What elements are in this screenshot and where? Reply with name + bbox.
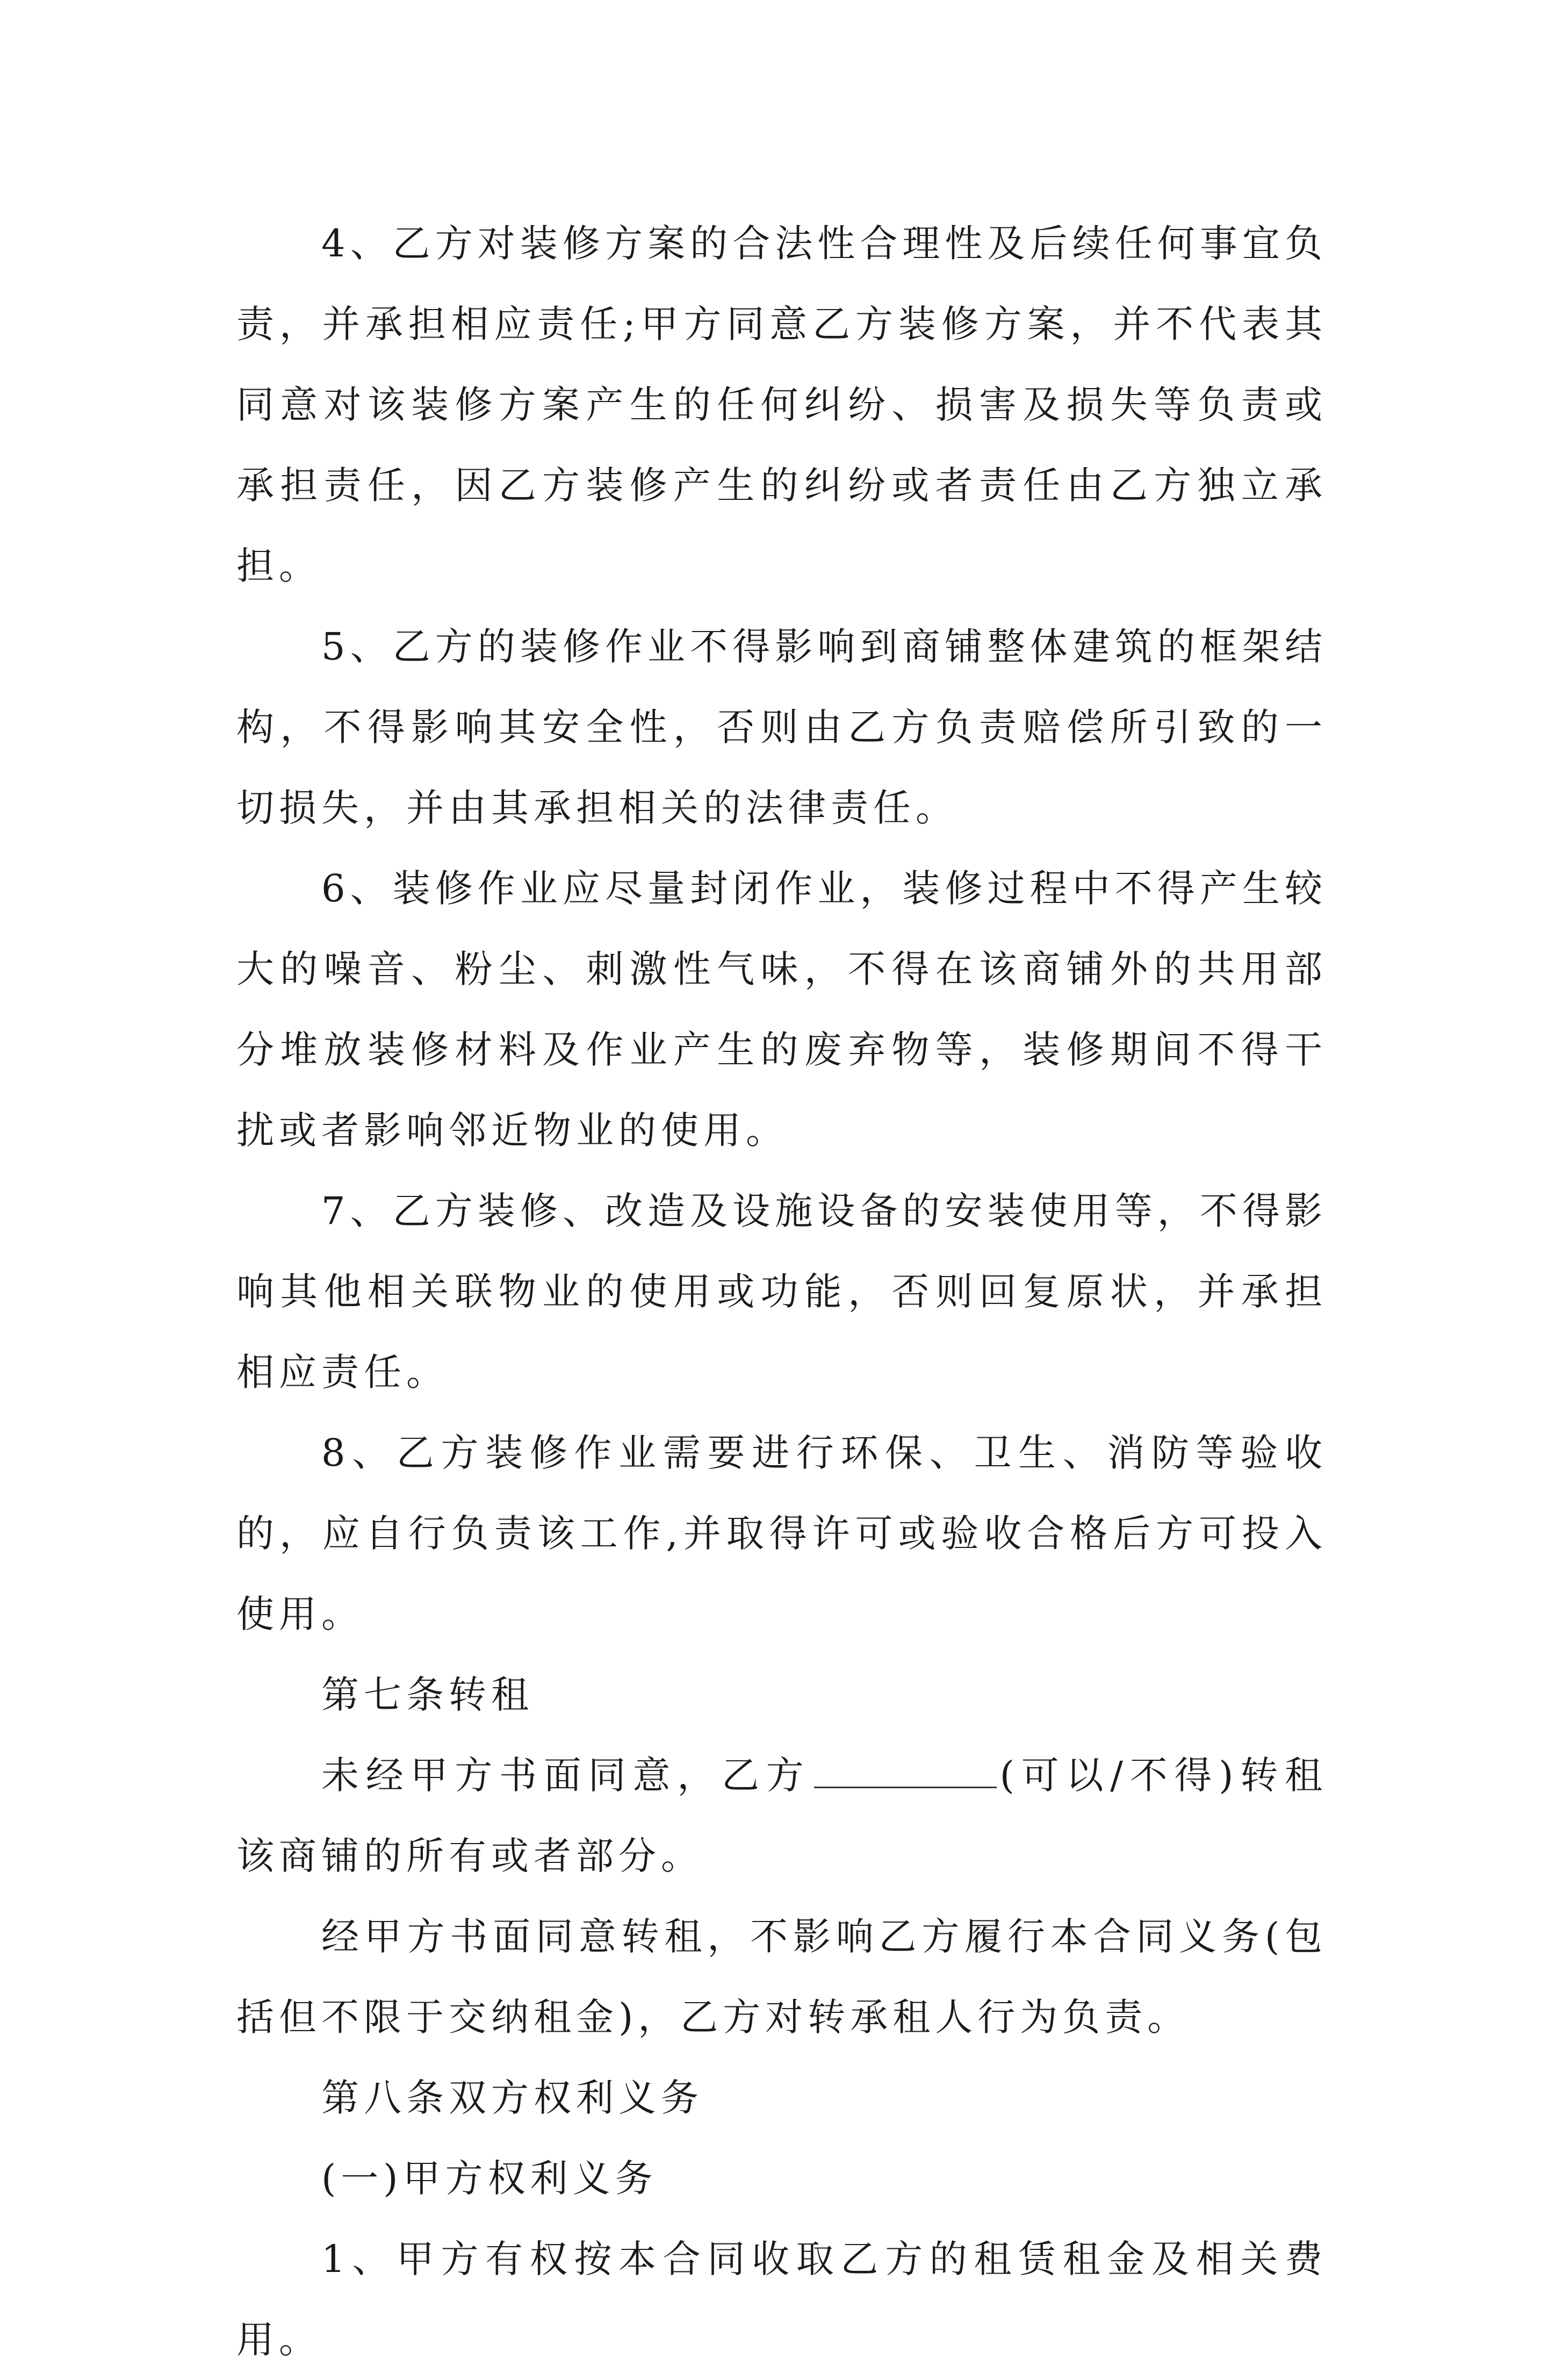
document-body — [236, 203, 1327, 2380]
article-7-heading: 第七条转租 — [321, 1673, 534, 1717]
fill-in-blank — [814, 1755, 997, 1788]
section-1-heading: (一)甲方权利义务 — [321, 2156, 658, 2200]
clause-8-paragraph: 8、乙方装修作业需要进行环保、卫生、消防等验收的，应自行负责该工作,并取得许可或验收合格后方可投入使用。 — [236, 1431, 1327, 1636]
sublease-paragraph — [236, 1735, 1327, 1896]
lessor-right-1-paragraph: 1、甲方有权按本合同收取乙方的租赁租金及相关费用。 — [236, 2237, 1327, 2362]
clause-4-paragraph: 4、乙方对装修方案的合法性合理性及后续任何事宜负责，并承担相应责任;甲方同意乙方装修方案，并不代表其同意对该装修方案产生的任何纠纷、损害及损失等负责或承担责任，因乙方装修产生的纠纷或者责任由乙方独立承担。 — [236, 221, 1327, 588]
clause-5-paragraph: 5、乙方的装修作业不得影响到商铺整体建筑的框架结构，不得影响其安全性，否则由乙方负责赔偿所引致的一切损失，并由其承担相关的法律责任。 — [236, 625, 1327, 830]
article-8-heading: 第八条双方权利义务 — [321, 2076, 703, 2120]
sublease-text-before: 未经甲方书面同意，乙方 — [321, 1753, 811, 1797]
clause-7-paragraph: 7、乙方装修、改造及设施设备的安装使用等，不得影响其他相关联物业的使用或功能，否则回复原状，并承担相应责任。 — [236, 1189, 1327, 1394]
sublease-text-after: (可以/不得)转租该商铺的所有或者部分。 — [236, 1753, 1328, 1878]
clause-6-paragraph: 6、装修作业应尽量封闭作业，装修过程中不得产生较大的噪音、粉尘、刺激性气味，不得在该商铺外的共用部分堆放装修材料及作业产生的废弃物等，装修期间不得干扰或者影响邻近物业的使用。 — [236, 866, 1327, 1152]
sublease-consent-paragraph: 经甲方书面同意转租，不影响乙方履行本合同义务(包括但不限于交纳租金)，乙方对转承租人行为负责。 — [236, 1915, 1327, 2039]
